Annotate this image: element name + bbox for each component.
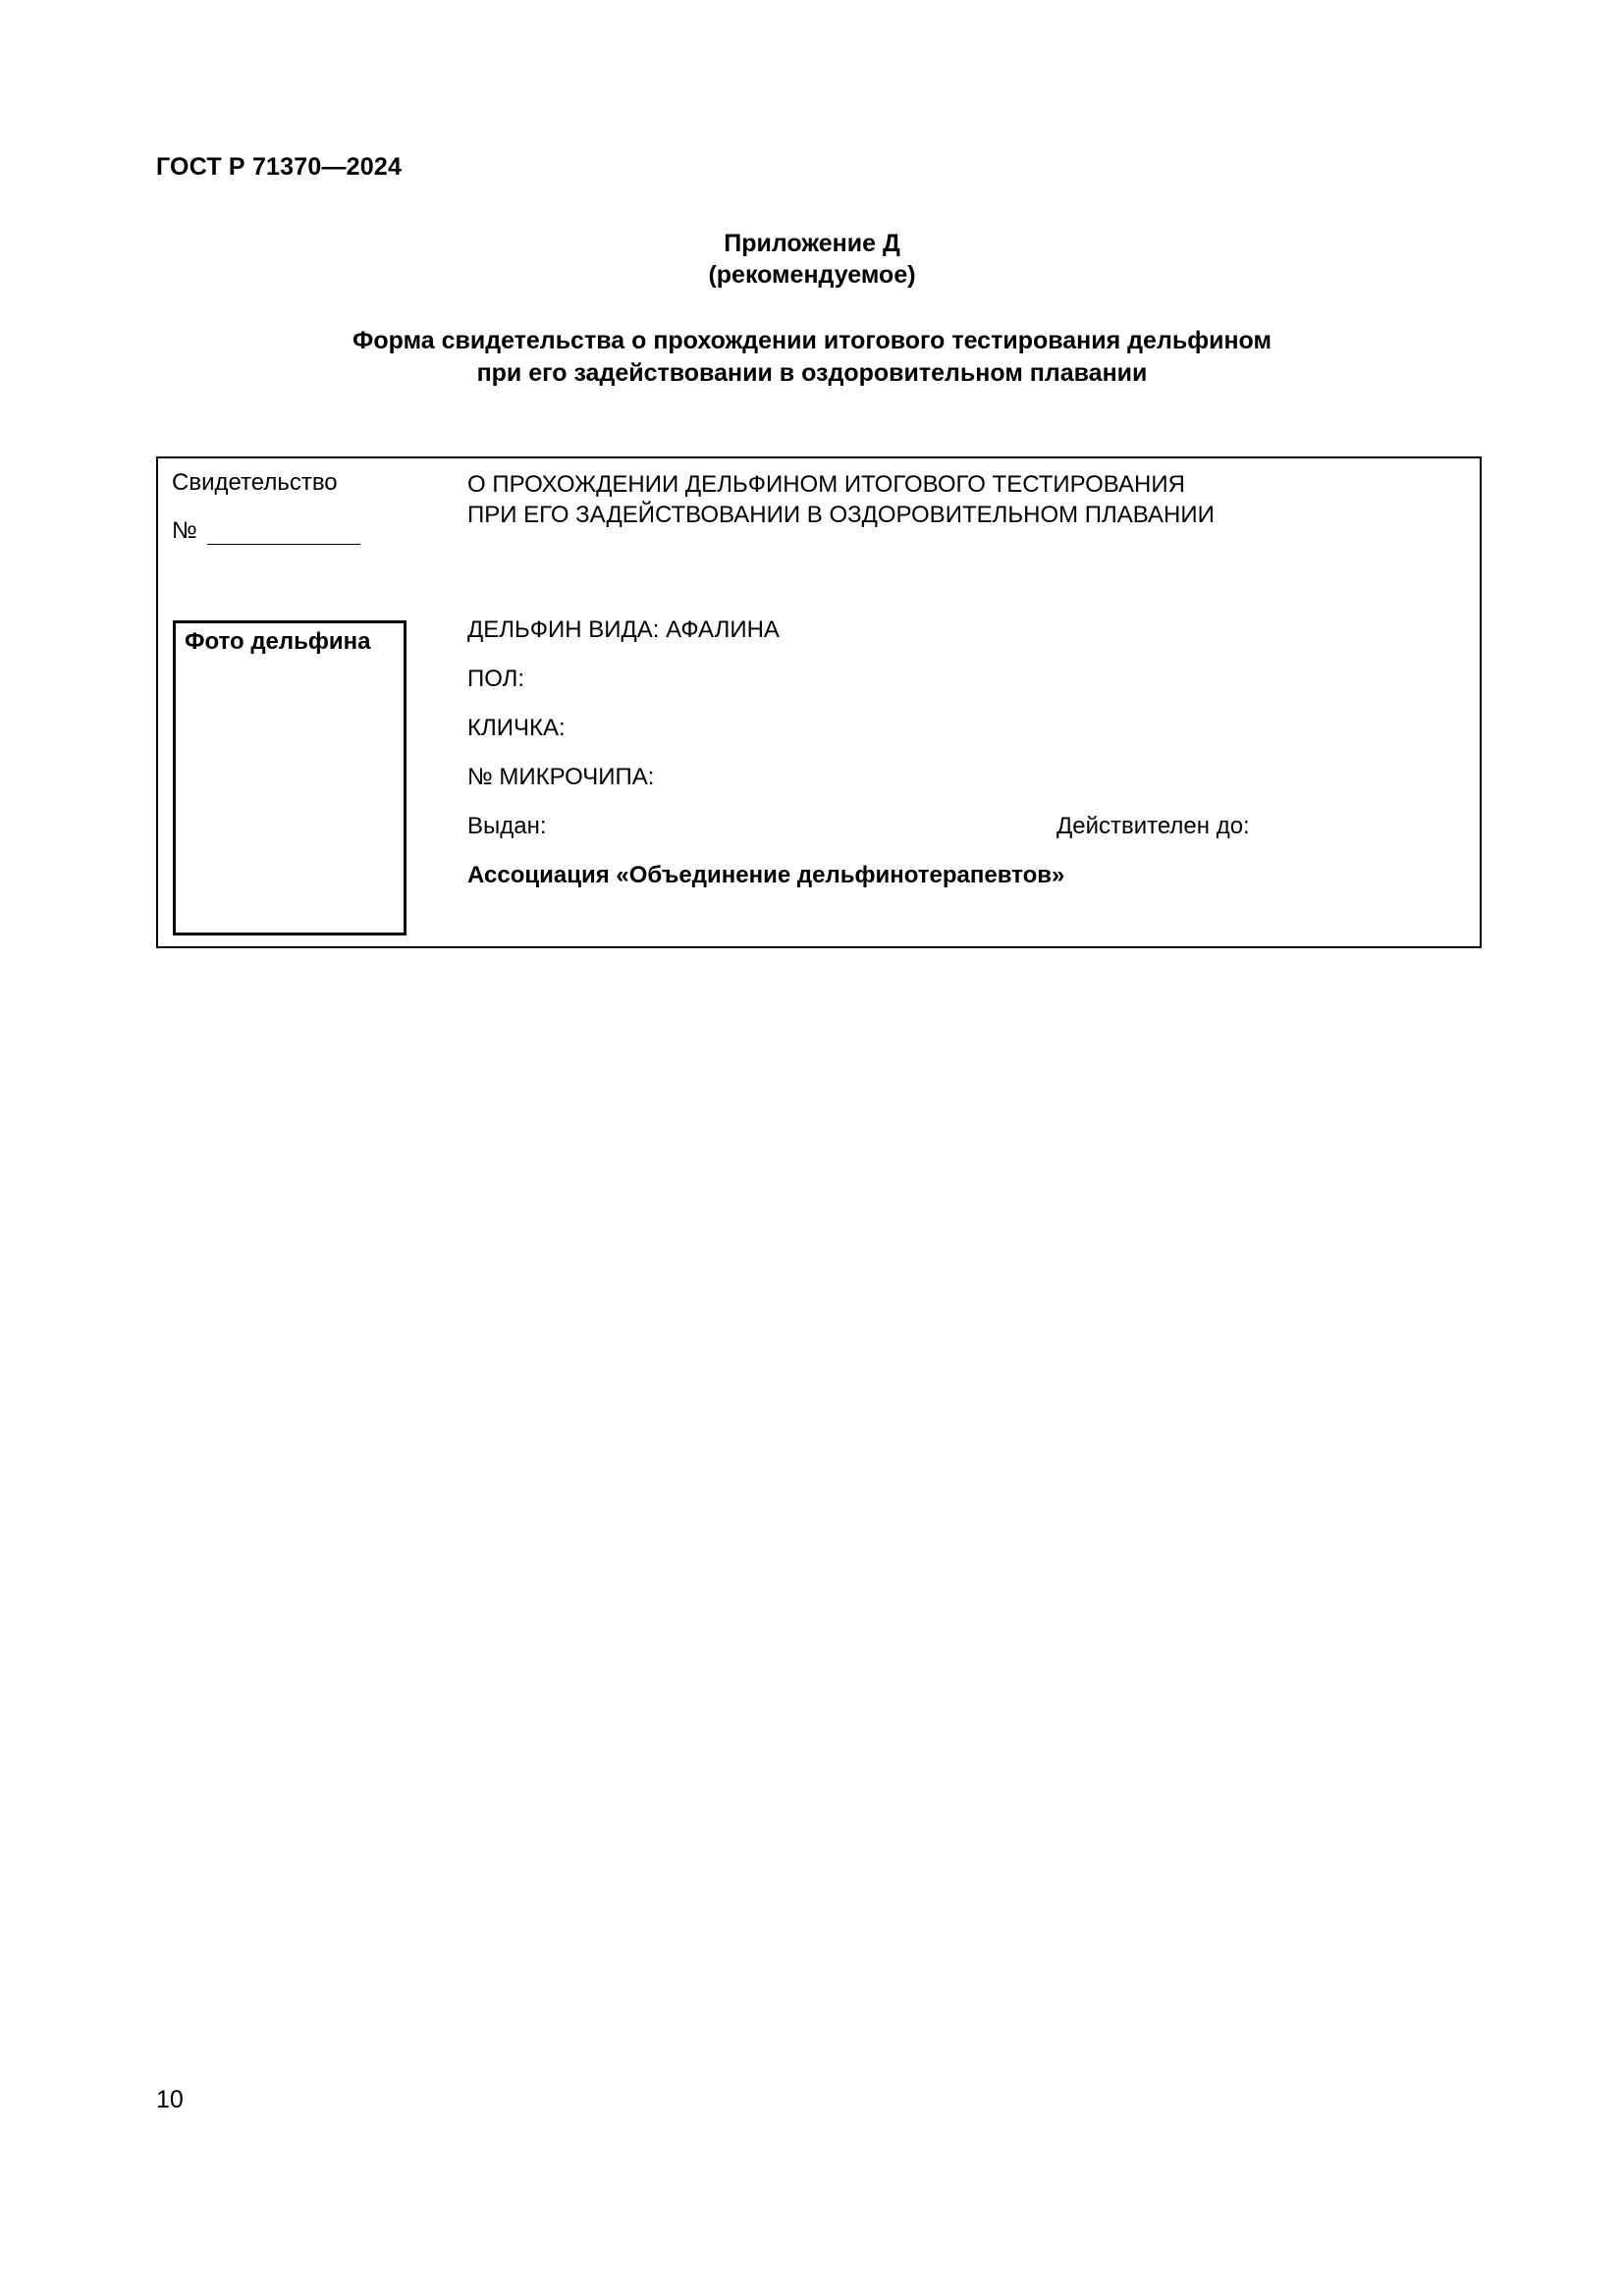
field-valid-until: Действителен до: (1056, 813, 1250, 839)
appendix-title: Приложение Д (724, 230, 900, 257)
certificate-heading-line-2: ПРИ ЕГО ЗАДЕЙСТВОВАНИИ В ОЗДОРОВИТЕЛЬНОМ ПЛАВАНИИ (467, 502, 1215, 528)
certificate-number-prefix: № (172, 517, 197, 544)
field-issued: Выдан: (467, 813, 547, 839)
standard-code: ГОСТ Р 71370—2024 (156, 153, 403, 181)
form-title-line-2: при его задействовании в оздоровительном плавании (476, 359, 1148, 387)
field-name: КЛИЧКА: (467, 715, 566, 741)
field-microchip: № МИКРОЧИПА: (467, 764, 655, 790)
photo-label: Фото дельфина (185, 628, 371, 655)
field-species: ДЕЛЬФИН ВИДА: АФАЛИНА (467, 616, 780, 643)
page-number: 10 (156, 2086, 184, 2113)
appendix-status: (рекомендуемое) (708, 261, 916, 289)
certificate-label: Свидетельство (172, 469, 338, 496)
certificate-number-row (172, 517, 360, 545)
dolphin-photo-placeholder (173, 620, 406, 935)
field-sex: ПОЛ: (467, 666, 525, 692)
certificate-heading (467, 469, 1215, 530)
association-name: Ассоциация «Объединение дельфинотерапевтов» (467, 862, 1065, 888)
certificate-heading-line-1: О ПРОХОЖДЕНИИ ДЕЛЬФИНОМ ИТОГОВОГО ТЕСТИРОВАНИЯ (467, 471, 1185, 498)
certificate-form (156, 456, 1482, 948)
form-title-line-1: Форма свидетельства о прохождении итогового тестирования дельфином (352, 327, 1272, 354)
certificate-number-blank (207, 522, 360, 545)
